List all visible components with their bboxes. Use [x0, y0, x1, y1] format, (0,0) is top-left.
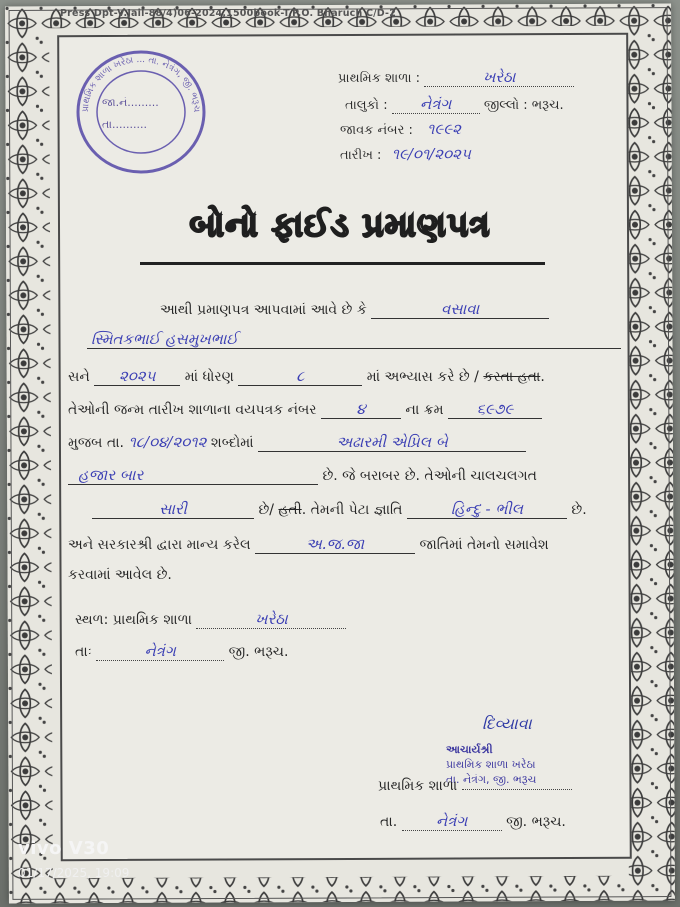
signature-ta-label: તા. [380, 814, 398, 830]
principal-signature: દિવ્યાવા [482, 714, 532, 733]
body-l3-strike: કરતા હતા [483, 369, 541, 385]
body-l8-b: જાતિમાં તેમનો સમાવેશ [419, 537, 549, 553]
body-l5-a: મુજબ તા. [68, 435, 124, 451]
sequence-number: ૬૯૭૯ [476, 400, 514, 418]
body-line-3: સને ૨૦૨૫ માં ધોરણ ૮ માં અભ્યાસ કરે છે / કરતા હતા. [68, 367, 545, 385]
signature-taluka-line [380, 812, 566, 831]
standard-value: ૮ [296, 367, 305, 385]
birth-date-words-1: અઢારમી એપ્રિલ બે [336, 433, 448, 451]
title-underline [140, 262, 545, 265]
register-number: ૪ [356, 400, 366, 418]
outward-label: જાવક નંબર : [340, 123, 413, 138]
academic-year: ૨૦૨૫ [118, 367, 156, 385]
place-district: જી. ભરૂચ. [228, 644, 289, 660]
body-line-7 [92, 500, 587, 519]
conduct-value: સારી [159, 500, 187, 518]
taluka-field [345, 95, 564, 114]
press-print-line: Press Dpt-V.Jail-88/4)06-2024,1500book-T.P.O. Bharuch C/D-2 [60, 8, 397, 19]
taluka-value: નેત્રંગ [420, 95, 452, 113]
stamp-ring-text: પ્રાથમિક શાળા ખરેઠા ... તા. નેત્રંગ, જી. ભરૂચ [80, 54, 202, 113]
body-l8-a: અને સરકારશ્રી દ્વારા માન્ય કરેલ [68, 537, 251, 553]
outward-value: ૧૯૯૨ [426, 120, 461, 138]
body-l3-c: માં અભ્યાસ કરે છે / [366, 369, 479, 385]
body-line-8 [68, 535, 549, 554]
certificate-title-block [135, 205, 545, 265]
category-value: અ.જ.જા [305, 535, 365, 553]
district-label: જીલ્લો : ભરૂચ. [483, 98, 564, 113]
stamp-line2: તા.......... [102, 118, 147, 131]
school-label: પ્રાથમિક શાળા : [338, 71, 421, 86]
signature-ta-value: નેત્રંગ [435, 812, 468, 830]
body-line-1 [160, 300, 549, 319]
body-line-2 [87, 330, 621, 349]
birth-date-words-2: હજાર બાર [78, 466, 144, 484]
body-line-6 [68, 466, 537, 485]
place-ta-value: નેત્રંગ [144, 642, 176, 660]
signature-district: જી. ભરૂચ. [506, 814, 566, 830]
place-ta-label: તાઃ [75, 644, 92, 660]
school-value: ખરેઠા [482, 68, 516, 86]
body-l7-strike: હતી [278, 502, 302, 518]
body-l7-b: છે/ [258, 502, 274, 518]
school-field [338, 68, 574, 87]
principal-stamp-line1: આચાર્યશ્રી [446, 743, 493, 756]
principal-stamp-line3: તા. નેત્રંગ, જી. ભરૂચ [446, 773, 537, 786]
signature-school-line [378, 778, 572, 794]
body-line-4 [68, 400, 542, 419]
camera-watermark-datetime: 01/17/2025, 19:09 [18, 866, 130, 880]
stamp-line1: જા.નં......... [102, 96, 159, 109]
date-field [340, 145, 471, 163]
camera-watermark-device: vivo V30 [18, 838, 110, 859]
taluka-label: તાલુકો : [345, 98, 388, 113]
stamp-inner-text [102, 92, 159, 136]
caste-value: હિન્દુ - ભીલ [450, 500, 524, 518]
body-l1-prefix: આથી પ્રમાણપત્ર આપવામાં આવે છે કે [160, 302, 367, 318]
birth-date: ૧૮/૦૪/૨૦૧૨ [128, 433, 207, 451]
place-label: સ્થળ: પ્રાથમિક શાળા [75, 612, 192, 628]
student-name: સ્મિતકભાઈ હસમુખભાઈ [91, 330, 238, 348]
certificate-title: બોનો ફાઈડ પ્રમાણપત્ર [189, 205, 491, 244]
body-l4-a: તેઓની જન્મ તારીખ શાળાના વયપત્રક નંબર [68, 402, 317, 418]
student-surname: વસાવા [441, 300, 480, 318]
place-value: ખરેઠા [255, 610, 288, 628]
body-l3-b: માં ધોરણ [184, 369, 234, 385]
body-l6-b: છે. જે બરાબર છે. તેઓની ચાલચલગત [322, 468, 537, 484]
body-line-9: કરવામાં આવેલ છે. [68, 567, 172, 583]
place-taluka-line [75, 642, 288, 661]
date-value: ૧૯/૦૧/૨૦૨૫ [391, 145, 471, 163]
place-line [75, 610, 346, 629]
principal-stamp-line2: પ્રાથમિક શાળા ખરેઠા [446, 758, 536, 771]
outward-field [340, 120, 461, 138]
body-l7-c: . તેમની પેટા જ્ઞાતિ [301, 502, 403, 518]
body-l7-d: છે. [571, 502, 587, 518]
date-label: તારીખ : [340, 148, 382, 163]
body-line-5 [68, 433, 526, 452]
body-l5-b: શબ્દોમાં [210, 435, 254, 451]
body-l3-a: સને [68, 369, 90, 385]
signature-school-label: પ્રાથમિક શાળા [378, 778, 458, 794]
body-l4-b: ના ક્રમ [405, 402, 444, 418]
